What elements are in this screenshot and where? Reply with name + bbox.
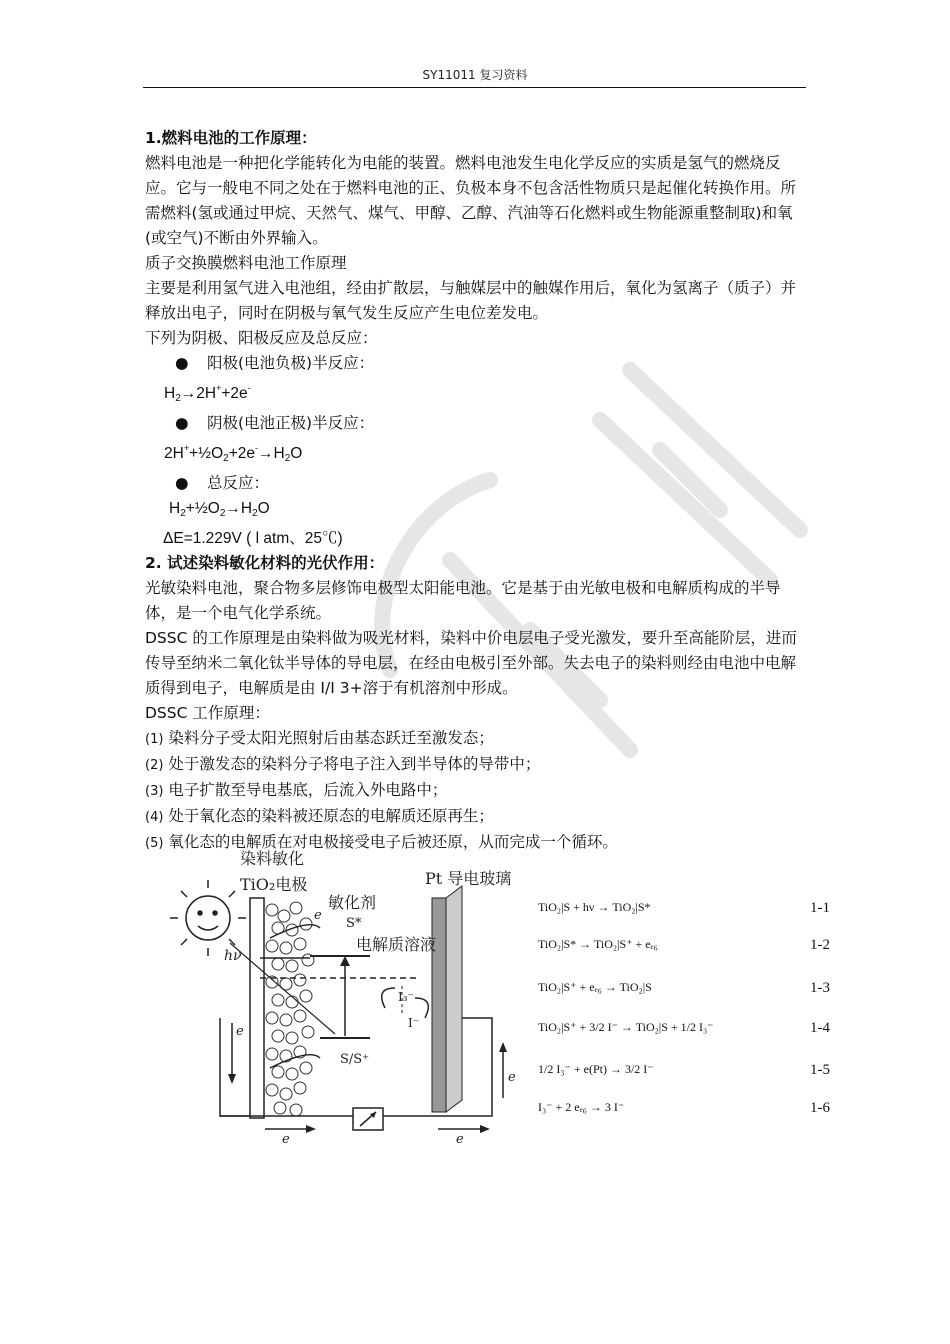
section1-subtitle: 质子交换膜燃料电池工作原理 [145,254,347,272]
label-electrolyte: 电解质溶液 [356,935,437,954]
sun-icon [170,880,246,956]
step-5: (5) 氧化态的电解质在对电极接受电子后被还原，从而完成一个循环。 [145,833,618,851]
bullet-dot: ● [175,414,189,432]
label-sensitizer: 敏化剂 [328,893,377,912]
label-e-top: e [314,908,322,923]
step-4: (4) 处于氧化态的染料被还原态的电解质还原再生； [145,807,494,825]
dssc-figure [170,838,850,1158]
step-1: (1) 染料分子受太阳光照射后由基态跃迁至激发态； [145,729,494,747]
pt-glass [446,886,462,1112]
bullet-total [145,471,807,496]
bullet-cathode [145,411,807,436]
label-hv: hν [224,948,242,964]
label-s-star: S* [346,916,362,931]
formula-total: $H_2+\frac{1}{2}O_2\to H_2O$ [169,500,270,519]
label-e-right: e [508,1070,516,1085]
label-dye-electrode: 染料敏化 [240,849,305,868]
label-i3: I₃⁻ [398,990,414,1004]
equation-1-2: TiO₂|S* → TiO₂|S⁺ + eₑ₆ 1-2 [538,937,830,953]
section1-intro: 下列为阴极、阳极反应及总反应： [145,329,378,347]
bullet-total-label: 总反应： [207,474,270,492]
step-3: (3) 电子扩散至导电基底，后流入外电路中； [145,781,448,799]
document-body [145,126,807,856]
section1-para2: 主要是利用氢气进入电池组，经由扩散层，与触媒层中的触媒作用后，氧化为氢离子（质子）并释放出电子，同时在阴极与氧气发生反应产生电位差发电。 [145,279,797,322]
label-tio2-electrode: TiO₂电极 [240,875,308,894]
bullet-dot: ● [175,354,189,372]
label-e-left: e [236,1024,244,1039]
label-e-bottom-left: e [282,1132,290,1147]
step-2: (2) 处于激发态的染料分子将电子注入到半导体的导带中； [145,755,541,773]
label-e-bottom-right: e [456,1132,464,1147]
label-s-splus: S/S⁺ [340,1052,370,1067]
section2-para1: 光敏染料电池，聚合物多层修饰电极型太阳能电池。它是基于由光敏电极和电解质构成的半导体，是一个电气化学系统。 [145,579,781,622]
tio2-glass [250,898,264,1118]
formula-anode: $H_2\to 2H^++2e^-$ [164,383,251,404]
bullet-cathode-label: 阴极(电池正极)半反应： [207,414,375,432]
equation-1-1: TiO₂|S + hν → TiO₂|S* 1-1 [538,900,830,916]
header-rule [143,87,806,88]
bullet-dot: ● [175,474,189,492]
section1-heading: 1.燃料电池的工作原理： [145,129,317,147]
label-i: I⁻ [408,1016,420,1030]
delta-e: ΔE=1.229V ( l atm、25℃) [163,530,343,547]
equation-1-6: I₃⁻ + 2 eₑ₆ → 3 I⁻ 1-6 [538,1100,830,1116]
equation-1-4: TiO₂|S⁺ + 3/2 I⁻ → TiO₂|S + 1/2 I₃⁻ 1-4 [538,1020,830,1036]
label-pt-glass: Pt 导电玻璃 [425,869,512,888]
equation-1-5: 1/2 I₃⁻ + e(Pt) → 3/2 I⁻ 1-5 [538,1062,830,1078]
section2-para2: DSSC 的工作原理是由染料做为吸光材料，染料中价电层电子受光激发，要升至高能阶层，进而传导至纳米二氧化钛半导体的导电层，在经由电极引至外部。失去电子的染料则经由电池中电解质得到电子，电解质是由 I/I 3+溶于有机溶剂中形成。 [145,629,797,697]
section2-subtitle: DSSC 工作原理： [145,704,270,722]
bullet-anode [145,351,807,376]
formula-cathode: $2H^++\frac{1}{2}O_2+2e^-\to H_2O$ [164,443,303,464]
bullet-anode-label: 阳极(电池负极)半反应： [207,354,375,372]
equation-1-3: TiO₂|S⁺ + eₑ₆ → TiO₂|S 1-3 [538,980,830,996]
section1-para1: 燃料电池是一种把化学能转化为电能的装置。燃料电池发生电化学反应的实质是氢气的燃烧反应。它与一般电不同之处在于燃料电池的正、负极本身不包含活性物质只是起催化转换作用。所需燃料(氢或通过甲烷、天然气、煤气、甲醇、乙醇、汽油等石化燃料或生物能源重整制取)和氧(或空气)不断由外界输入。 [145,154,797,247]
section2-heading: 2. 试述染料敏化材料的光伏作用： [145,554,385,572]
page-header: SY11011 复习资料 [422,68,528,82]
